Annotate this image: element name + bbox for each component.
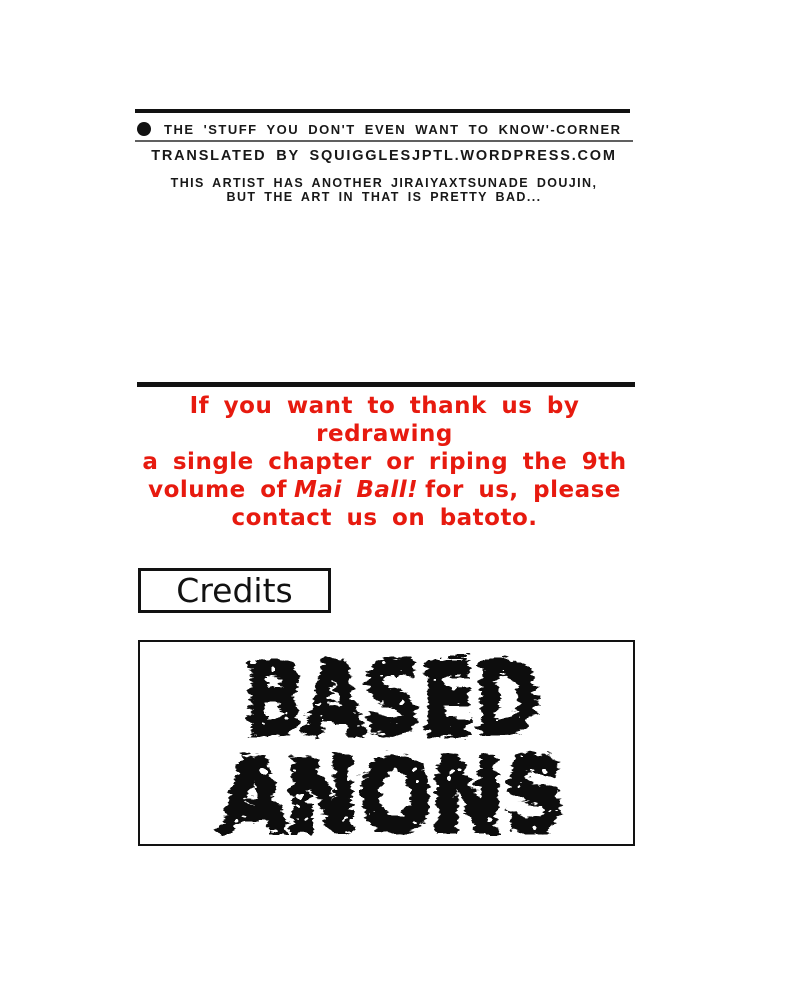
artist-note	[125, 176, 643, 204]
translator-credit: TRANSLATED BY SQUIGGLESJPTL.WORDPRESS.COM	[151, 148, 617, 164]
credits-word-based: BASED	[241, 642, 537, 756]
credits-label: Credits	[176, 571, 293, 610]
artist-note-line-2: BUT THE ART IN THAT IS PRETTY BAD...	[226, 190, 542, 204]
circle-bullet-icon	[137, 122, 151, 136]
manga-title: Mai Ball!	[294, 477, 419, 503]
credits-group-box	[138, 640, 635, 846]
thanks-line-2: a single chapter or riping the 9th	[142, 449, 627, 475]
thanks-line-3	[122, 476, 647, 504]
thanks-line-3-after: for us, please	[425, 477, 621, 503]
thanks-note	[122, 392, 647, 532]
divider-top	[135, 109, 630, 113]
corner-header	[137, 120, 622, 138]
grunge-lettering-art	[140, 642, 633, 844]
thanks-line-1: If you want to thank us by redrawing	[189, 393, 580, 447]
artist-note-line-1: THIS ARTIST HAS ANOTHER JIRAIYAXTSUNADE DOUJIN,	[170, 176, 598, 190]
thanks-line-4: contact us on batoto.	[231, 505, 538, 531]
divider-mid	[137, 382, 635, 387]
corner-title: THE 'STUFF YOU DON'T EVEN WANT TO KNOW'-CORNER	[164, 121, 622, 137]
divider-under-header	[135, 140, 633, 142]
credits-word-anons: ANONS	[217, 734, 563, 844]
thanks-line-3-before: volume of	[148, 477, 288, 503]
credits-box	[138, 568, 331, 613]
